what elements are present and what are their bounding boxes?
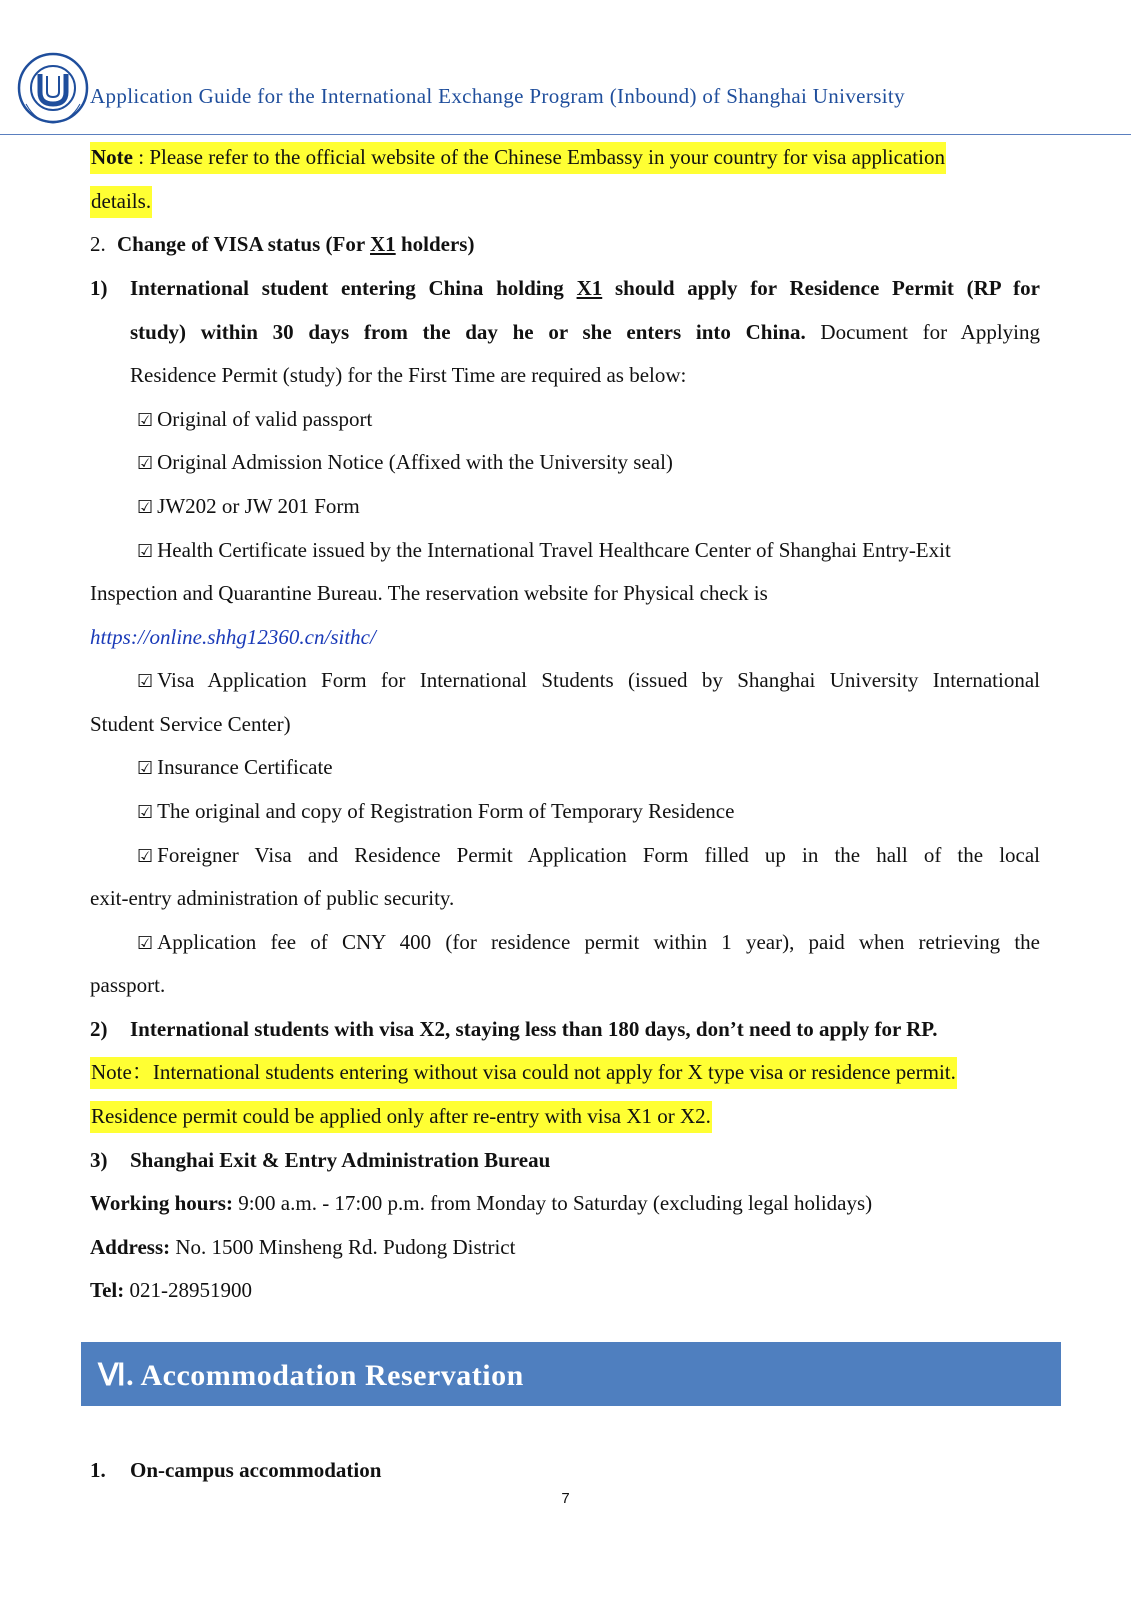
- checklist-item: ☑ Health Certificate issued by the International Travel Healthcare Center of Shanghai Entry-Exit: [137, 538, 951, 562]
- section-title: Change of VISA status (For: [117, 232, 371, 256]
- checkbox-icon: ☑: [137, 410, 154, 431]
- checkbox-icon: ☑: [137, 846, 154, 867]
- section-number: 2.: [90, 232, 106, 256]
- subsection-number: 1.: [90, 1458, 106, 1482]
- checkbox-icon: ☑: [137, 453, 154, 474]
- address-label: Address:: [90, 1235, 171, 1259]
- note-visa-free-line1: Note：International students entering without visa could not apply for X type visa or residence permit.: [90, 1057, 1040, 1087]
- note-text: : Please refer to the official website of the Chinese Embassy in your country for visa application: [132, 145, 945, 169]
- item1-visa: X1: [576, 276, 603, 300]
- checklist-continuation: Inspection and Quarantine Bureau. The reservation website for Physical check is: [90, 581, 768, 605]
- checklist-item: ☑ The original and copy of Registration Form of Temporary Residence: [137, 799, 735, 823]
- working-hours: [90, 1188, 1040, 1218]
- checklist-item: ☑ Application fee of CNY 400 (for residence permit within 1 year), paid when retrieving the: [137, 930, 1040, 954]
- reservation-link-line: [90, 622, 1040, 652]
- subsection-title: On-campus accommodation: [130, 1458, 382, 1482]
- item1-line3: Residence Permit (study) for the First Time are required as below:: [130, 363, 687, 387]
- university-logo: [16, 42, 90, 134]
- note-visa-line2: [90, 186, 1040, 216]
- checkbox-icon: ☑: [137, 758, 154, 779]
- section-title: Ⅵ. Accommodation Reservation: [98, 1359, 524, 1392]
- checkbox-icon: ☑: [137, 671, 154, 692]
- checkbox-icon: ☑: [137, 497, 154, 518]
- header-title: Application Guide for the International Exchange Program (Inbound) of Shanghai University: [90, 84, 905, 108]
- item1-text: International student entering China holding: [130, 276, 577, 300]
- checklist-item: ☑ Foreigner Visa and Residence Permit Application Form filled up in the hall of the local: [137, 843, 1040, 867]
- item1-deadline: study) within 30 days from the day he or she enters into China.: [130, 320, 806, 344]
- section-title-visa: X1: [370, 232, 396, 256]
- note-label: Note: [91, 145, 133, 169]
- page-header: [0, 0, 1131, 140]
- telephone-value: 021-28951900: [124, 1278, 252, 1302]
- section-heading: [90, 229, 1040, 259]
- checklist-item: ☑ Insurance Certificate: [137, 755, 333, 779]
- page-number: 7: [561, 1490, 570, 1507]
- item1-document-intro: Document for Applying: [805, 320, 1040, 344]
- checklist-continuation: exit-entry administration of public security.: [90, 886, 455, 910]
- checklist-continuation: Student Service Center): [90, 712, 291, 736]
- checkbox-icon: ☑: [137, 541, 154, 562]
- checklist-item: ☑ JW202 or JW 201 Form: [137, 494, 360, 518]
- item2-text: International students with visa X2, staying less than 180 days, don’t need to apply for RP.: [130, 1017, 938, 1041]
- item-number: 2): [90, 1017, 108, 1041]
- header-divider: [0, 134, 1131, 135]
- item-number: 3): [90, 1148, 108, 1172]
- address: [90, 1232, 1040, 1262]
- item1-line1: [130, 273, 1040, 303]
- note-visa-line1: [90, 142, 1040, 172]
- checklist-continuation: passport.: [90, 973, 166, 997]
- note-text-continued: details.: [90, 186, 152, 218]
- checklist-item: ☑ Original of valid passport: [137, 407, 373, 431]
- section-title-end: holders): [395, 232, 475, 256]
- checklist-item: ☑ Visa Application Form for International Students (issued by Shanghai University International: [137, 668, 1040, 692]
- address-value: No. 1500 Minsheng Rd. Pudong District: [170, 1235, 516, 1259]
- item1-text-end: should apply for Residence Permit (RP for: [602, 276, 1040, 300]
- note-visa-free-line2: Residence permit could be applied only after re-entry with visa X1 or X2.: [90, 1101, 1040, 1131]
- reservation-link[interactable]: https://online.shhg12360.cn/sithc/: [90, 625, 376, 649]
- bureau-title: Shanghai Exit & Entry Administration Bureau: [130, 1148, 551, 1172]
- telephone: [90, 1275, 1040, 1305]
- working-hours-label: Working hours:: [90, 1191, 233, 1215]
- item1-line2: [130, 317, 1040, 347]
- working-hours-value: 9:00 a.m. - 17:00 p.m. from Monday to Saturday (excluding legal holidays): [232, 1191, 873, 1215]
- checkbox-icon: ☑: [137, 802, 154, 823]
- checklist-item: ☑ Original Admission Notice (Affixed with the University seal): [137, 450, 673, 474]
- telephone-label: Tel:: [90, 1278, 125, 1302]
- item-number: 1): [90, 276, 108, 300]
- checkbox-icon: ☑: [137, 933, 154, 954]
